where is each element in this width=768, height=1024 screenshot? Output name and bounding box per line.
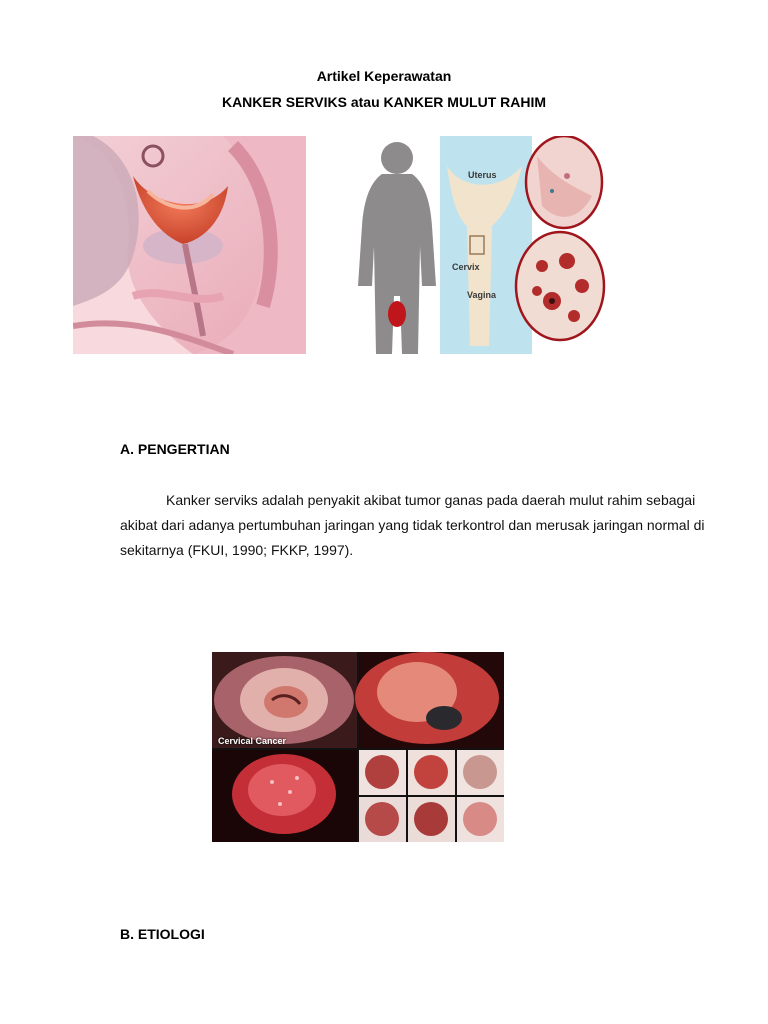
document-title: KANKER SERVIKS atau KANKER MULUT RAHIM xyxy=(221,94,547,110)
cervix-label: Cervix xyxy=(452,262,480,272)
paragraph-text: Kanker serviks adalah penyakit akibat tumor ganas pada daerah mulut rahim sebagai akibat dari adanya pertumbuhan jaringan yang tidak terkontrol dan merusak jaringan normal di sekitarnya (FKUI, 1990; FKKP, 1997). xyxy=(120,492,705,558)
document-subtitle: Artikel Keperawatan xyxy=(316,68,452,84)
pelvis-anatomy-image xyxy=(73,136,306,354)
vagina-label: Vagina xyxy=(467,290,497,300)
cervical-cancer-photos xyxy=(212,652,504,842)
section-heading-etiologi: B. ETIOLOGI xyxy=(120,926,205,942)
section-heading-pengertian: A. PENGERTIAN xyxy=(120,441,230,457)
cervix-location-diagram xyxy=(352,136,607,354)
uterus-label: Uterus xyxy=(468,170,497,180)
section-paragraph-pengertian xyxy=(120,488,710,563)
photo-caption: Cervical Cancer xyxy=(218,736,287,746)
